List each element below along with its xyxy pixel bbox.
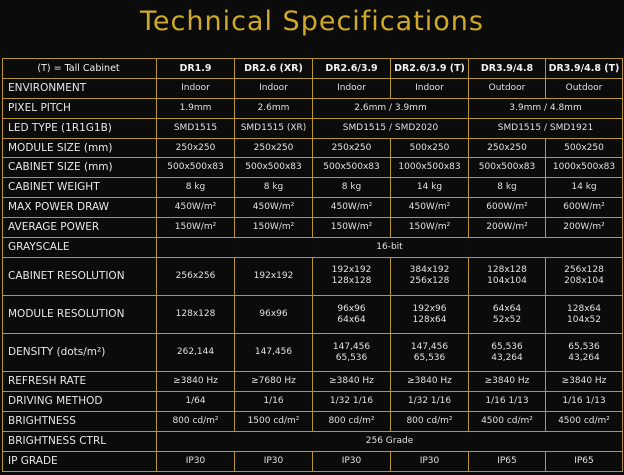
spec-cell: ≥3840 Hz bbox=[313, 372, 391, 392]
model-header: DR3.9/4.8 (T) bbox=[546, 59, 623, 79]
cell-line: 64x64 bbox=[492, 303, 522, 314]
cell-line: 208x104 bbox=[564, 276, 604, 287]
model-header: DR3.9/4.8 bbox=[469, 59, 546, 79]
spec-cell bbox=[391, 257, 469, 295]
row-label: PIXEL PITCH bbox=[3, 98, 157, 118]
spec-cell: 500x500x83 bbox=[313, 158, 391, 178]
table-row bbox=[3, 118, 623, 138]
cell-line: 65,536 bbox=[491, 341, 523, 352]
spec-cell: 8 kg bbox=[235, 178, 313, 198]
row-label: BRIGHTNESS bbox=[3, 412, 157, 432]
cell-line: 192x96 bbox=[412, 303, 447, 314]
cell-line: 65,536 bbox=[413, 352, 446, 363]
spec-cell: 500x500x83 bbox=[469, 158, 546, 178]
spec-cell: 500x500x83 bbox=[235, 158, 313, 178]
row-label: IP GRADE bbox=[3, 451, 157, 471]
spec-cell: 250x250 bbox=[469, 138, 546, 158]
spec-cell: IP30 bbox=[157, 451, 235, 471]
spec-cell: ≥7680 Hz bbox=[235, 372, 313, 392]
spec-cell: Indoor bbox=[235, 78, 313, 98]
cell-line: 256x256 bbox=[175, 270, 216, 281]
cell-line: 128x128 bbox=[175, 309, 216, 320]
spec-cell: SMD1515 / SMD2020 bbox=[313, 118, 469, 138]
spec-cell: 200W/m² bbox=[469, 218, 546, 238]
cell-line: 147,456 bbox=[410, 341, 449, 352]
cell-line: 192x192 bbox=[253, 270, 294, 281]
spec-cell bbox=[546, 257, 623, 295]
spec-cell: 1000x500x83 bbox=[546, 158, 623, 178]
spec-cell: 2.6mm bbox=[235, 98, 313, 118]
spec-cell: Indoor bbox=[157, 78, 235, 98]
row-label: MODULE RESOLUTION bbox=[3, 296, 157, 334]
spec-cell: 2.6mm / 3.9mm bbox=[313, 98, 469, 118]
tall-cabinet-note: (T) = Tall Cabinet bbox=[3, 59, 157, 79]
spec-cell: 800 cd/m² bbox=[157, 412, 235, 432]
row-label: MODULE SIZE (mm) bbox=[3, 138, 157, 158]
spec-cell bbox=[313, 334, 391, 372]
spec-cell bbox=[391, 296, 469, 334]
table-row bbox=[3, 158, 623, 178]
spec-cell: 500x500x83 bbox=[157, 158, 235, 178]
spec-cell: SMD1515 bbox=[157, 118, 235, 138]
spec-cell: 8 kg bbox=[157, 178, 235, 198]
spec-cell: ≥3840 Hz bbox=[469, 372, 546, 392]
spec-cell: 1/64 bbox=[157, 392, 235, 412]
cell-line: 64x64 bbox=[337, 314, 366, 325]
row-label: CABINET RESOLUTION bbox=[3, 257, 157, 295]
spec-cell: 150W/m² bbox=[235, 218, 313, 238]
cell-line: 65,536 bbox=[568, 341, 600, 352]
cell-line: 104x104 bbox=[487, 276, 527, 287]
table-row bbox=[3, 218, 623, 238]
spec-cell bbox=[157, 257, 235, 295]
spec-cell: 450W/m² bbox=[391, 198, 469, 218]
table-row bbox=[3, 98, 623, 118]
spec-cell: 250x250 bbox=[313, 138, 391, 158]
spec-cell: 450W/m² bbox=[157, 198, 235, 218]
row-label: AVERAGE POWER bbox=[3, 218, 157, 238]
row-label: CABINET WEIGHT bbox=[3, 178, 157, 198]
spec-cell: ≥3840 Hz bbox=[546, 372, 623, 392]
spec-cell: 800 cd/m² bbox=[391, 412, 469, 432]
table-row bbox=[3, 412, 623, 432]
spec-cell: 4500 cd/m² bbox=[469, 412, 546, 432]
spec-cell: 1/32 1/16 bbox=[391, 392, 469, 412]
table-row bbox=[3, 392, 623, 412]
table-row bbox=[3, 238, 623, 258]
row-label: BRIGHTNESS CTRL bbox=[3, 432, 157, 452]
row-label: REFRESH RATE bbox=[3, 372, 157, 392]
spec-cell: 8 kg bbox=[313, 178, 391, 198]
cell-line: 96x96 bbox=[337, 303, 366, 314]
header-row bbox=[3, 59, 623, 79]
spec-cell bbox=[469, 296, 546, 334]
spec-cell: SMD1515 (XR) bbox=[235, 118, 313, 138]
model-header: DR2.6 (XR) bbox=[235, 59, 313, 79]
spec-cell: 8 kg bbox=[469, 178, 546, 198]
spec-cell: Indoor bbox=[391, 78, 469, 98]
spec-cell: 600W/m² bbox=[546, 198, 623, 218]
spec-cell: 150W/m² bbox=[391, 218, 469, 238]
spec-cell: Outdoor bbox=[546, 78, 623, 98]
spec-cell: 250x250 bbox=[157, 138, 235, 158]
model-header: DR1.9 bbox=[157, 59, 235, 79]
spec-cell: 4500 cd/m² bbox=[546, 412, 623, 432]
spec-cell bbox=[313, 257, 391, 295]
spec-cell: Outdoor bbox=[469, 78, 546, 98]
cell-line: 65,536 bbox=[335, 352, 368, 363]
spec-cell: IP30 bbox=[313, 451, 391, 471]
row-label: DRIVING METHOD bbox=[3, 392, 157, 412]
cell-line: 262,144 bbox=[176, 347, 215, 358]
spec-cell: 14 kg bbox=[391, 178, 469, 198]
table-row bbox=[3, 257, 623, 295]
table-row bbox=[3, 451, 623, 471]
cell-line: 104x52 bbox=[567, 314, 601, 325]
spec-cell: 150W/m² bbox=[157, 218, 235, 238]
cell-line: 128x64 bbox=[412, 314, 447, 325]
row-label: ENVIRONMENT bbox=[3, 78, 157, 98]
cell-line: 43,264 bbox=[568, 352, 600, 363]
spec-cell: 800 cd/m² bbox=[313, 412, 391, 432]
table-row bbox=[3, 334, 623, 372]
spec-cell: 450W/m² bbox=[235, 198, 313, 218]
spec-cell bbox=[469, 257, 546, 295]
table-row bbox=[3, 178, 623, 198]
spec-cell bbox=[469, 334, 546, 372]
spec-cell: IP65 bbox=[469, 451, 546, 471]
spec-cell: 256 Grade bbox=[157, 432, 623, 452]
spec-cell: 500x250 bbox=[546, 138, 623, 158]
row-label: MAX POWER DRAW bbox=[3, 198, 157, 218]
spec-cell: 1/16 1/13 bbox=[469, 392, 546, 412]
spec-cell: 1000x500x83 bbox=[391, 158, 469, 178]
cell-line: 256x128 bbox=[564, 265, 604, 276]
row-label: LED TYPE (1R1G1B) bbox=[3, 118, 157, 138]
table-row bbox=[3, 138, 623, 158]
row-label: GRAYSCALE bbox=[3, 238, 157, 258]
cell-line: 256x128 bbox=[409, 276, 450, 287]
spec-cell: 600W/m² bbox=[469, 198, 546, 218]
spec-cell: 150W/m² bbox=[313, 218, 391, 238]
spec-cell: 3.9mm / 4.8mm bbox=[469, 98, 623, 118]
spec-cell: 1/32 1/16 bbox=[313, 392, 391, 412]
model-header: DR2.6/3.9 (T) bbox=[391, 59, 469, 79]
spec-cell bbox=[235, 334, 313, 372]
table-row bbox=[3, 372, 623, 392]
cell-line: 128x64 bbox=[567, 303, 601, 314]
spec-cell: 250x250 bbox=[235, 138, 313, 158]
table-row bbox=[3, 198, 623, 218]
spec-cell: Indoor bbox=[313, 78, 391, 98]
spec-cell: 200W/m² bbox=[546, 218, 623, 238]
model-header: DR2.6/3.9 bbox=[313, 59, 391, 79]
spec-cell: 14 kg bbox=[546, 178, 623, 198]
row-label: DENSITY (dots/m²) bbox=[3, 334, 157, 372]
spec-cell: 1/16 bbox=[235, 392, 313, 412]
spec-table bbox=[2, 58, 623, 472]
spec-cell: ≥3840 Hz bbox=[391, 372, 469, 392]
cell-line: 147,456 bbox=[254, 347, 293, 358]
table-row bbox=[3, 78, 623, 98]
cell-line: 147,456 bbox=[332, 341, 371, 352]
row-label: CABINET SIZE (mm) bbox=[3, 158, 157, 178]
spec-cell bbox=[313, 296, 391, 334]
spec-cell bbox=[391, 334, 469, 372]
spec-cell bbox=[546, 296, 623, 334]
spec-cell bbox=[235, 296, 313, 334]
spec-cell: IP30 bbox=[391, 451, 469, 471]
spec-cell bbox=[546, 334, 623, 372]
spec-cell: 1500 cd/m² bbox=[235, 412, 313, 432]
cell-line: 43,264 bbox=[491, 352, 523, 363]
spec-cell: SMD1515 / SMD1921 bbox=[469, 118, 623, 138]
spec-cell: IP65 bbox=[546, 451, 623, 471]
spec-cell: 1.9mm bbox=[157, 98, 235, 118]
cell-line: 96x96 bbox=[259, 309, 288, 320]
cell-line: 192x192 bbox=[331, 265, 372, 276]
cell-line: 128x128 bbox=[331, 276, 372, 287]
cell-line: 52x52 bbox=[492, 314, 522, 325]
spec-cell: 450W/m² bbox=[313, 198, 391, 218]
table-row bbox=[3, 432, 623, 452]
spec-cell bbox=[157, 334, 235, 372]
spec-cell: 500x250 bbox=[391, 138, 469, 158]
cell-line: 128x128 bbox=[487, 265, 527, 276]
table-row bbox=[3, 296, 623, 334]
spec-cell: 1/16 1/13 bbox=[546, 392, 623, 412]
page-title: Technical Specifications bbox=[140, 6, 484, 37]
cell-line: 384x192 bbox=[409, 265, 450, 276]
spec-cell: ≥3840 Hz bbox=[157, 372, 235, 392]
spec-cell: 16-bit bbox=[157, 238, 623, 258]
spec-cell bbox=[157, 296, 235, 334]
spec-cell: IP30 bbox=[235, 451, 313, 471]
spec-cell bbox=[235, 257, 313, 295]
